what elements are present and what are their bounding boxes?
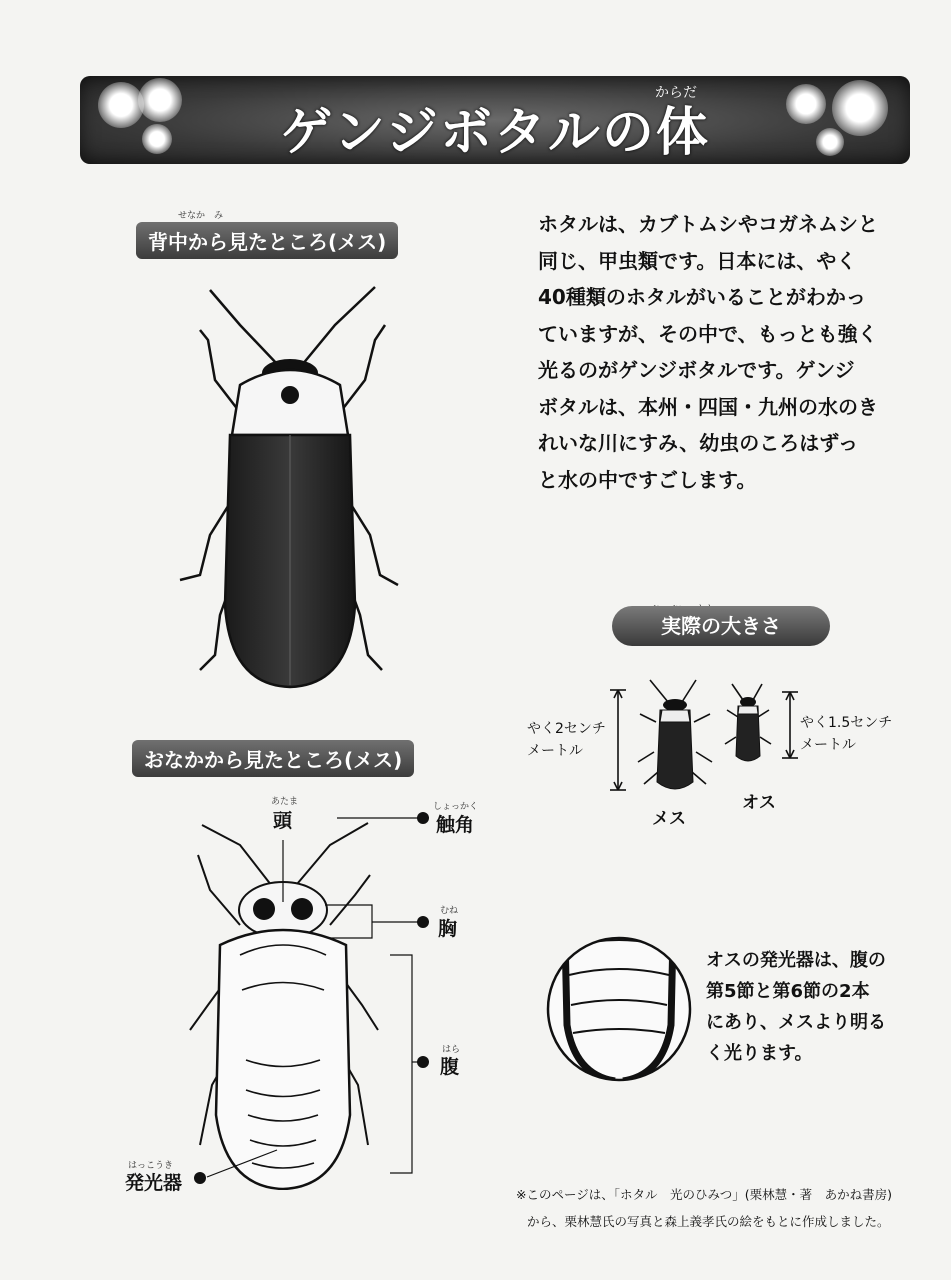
light-organ-label: 発光器	[125, 1172, 183, 1194]
abdomen-ruby: はら	[442, 1045, 461, 1055]
thorax-label: 胸	[438, 918, 458, 940]
male-organ-line: く光ります。	[706, 1043, 813, 1064]
back-view-ruby: せなか み	[178, 211, 224, 221]
head-ruby: あたま	[271, 797, 299, 807]
intro-line: ホタルは、カブトムシやコガネムシと	[538, 212, 878, 236]
male-organ-line: 第5節と第6節の2本	[706, 981, 870, 1002]
thorax-ruby: むね	[440, 906, 459, 916]
male-light-organ-detail	[545, 935, 693, 1083]
female-size-measure: やく2センチ メートル	[527, 721, 606, 759]
intro-line: ていますが、その中で、もっとも強く	[538, 321, 878, 346]
back-view-label: 背中から見たところ(メス)	[136, 222, 398, 259]
credit-note-line-1: ※このページは、「ホタル 光のひみつ」(栗林慧・著 あかね書房)	[516, 1187, 892, 1202]
title-ruby: からだ	[655, 85, 697, 101]
credit-note-line-2: から、栗林慧氏の写真と森上義孝氏の絵をもとに作成しました。	[527, 1214, 890, 1229]
male-organ-line: にあり、メスより明る	[706, 1012, 886, 1033]
antenna-ruby: しょっかく	[433, 802, 479, 812]
light-organ-ruby: はっこうき	[128, 1161, 174, 1171]
belly-view-label: おなかから見たところ(メス)	[132, 740, 414, 777]
intro-line: 光るのがゲンジボタルです。ゲンジ	[538, 358, 855, 382]
male-size-measure: やく1.5センチ メートル	[800, 715, 893, 753]
male-label: オス	[742, 793, 776, 813]
intro-line: と水の中ですごします。	[538, 467, 757, 492]
intro-line: ボタルは、本州・四国・九州の水のき	[538, 394, 878, 419]
antenna-label: 触角	[436, 814, 475, 836]
intro-line: 同じ、甲虫類です。日本には、やく	[538, 248, 857, 273]
abdomen-label: 腹	[440, 1056, 460, 1078]
intro-line: 40種類のホタルがいることがわかっ	[538, 285, 866, 309]
male-organ-line: オスの発光器は、腹の	[706, 950, 886, 971]
female-label: メス	[652, 809, 686, 829]
page-title: ゲンジボタルの体	[280, 103, 710, 163]
actual-size-label: 実際の大きさ	[612, 606, 830, 646]
intro-line: れいな川にすみ、幼虫のころはずっ	[538, 431, 858, 455]
male-organ-paragraph	[706, 945, 886, 1069]
head-label: 頭	[273, 810, 293, 832]
